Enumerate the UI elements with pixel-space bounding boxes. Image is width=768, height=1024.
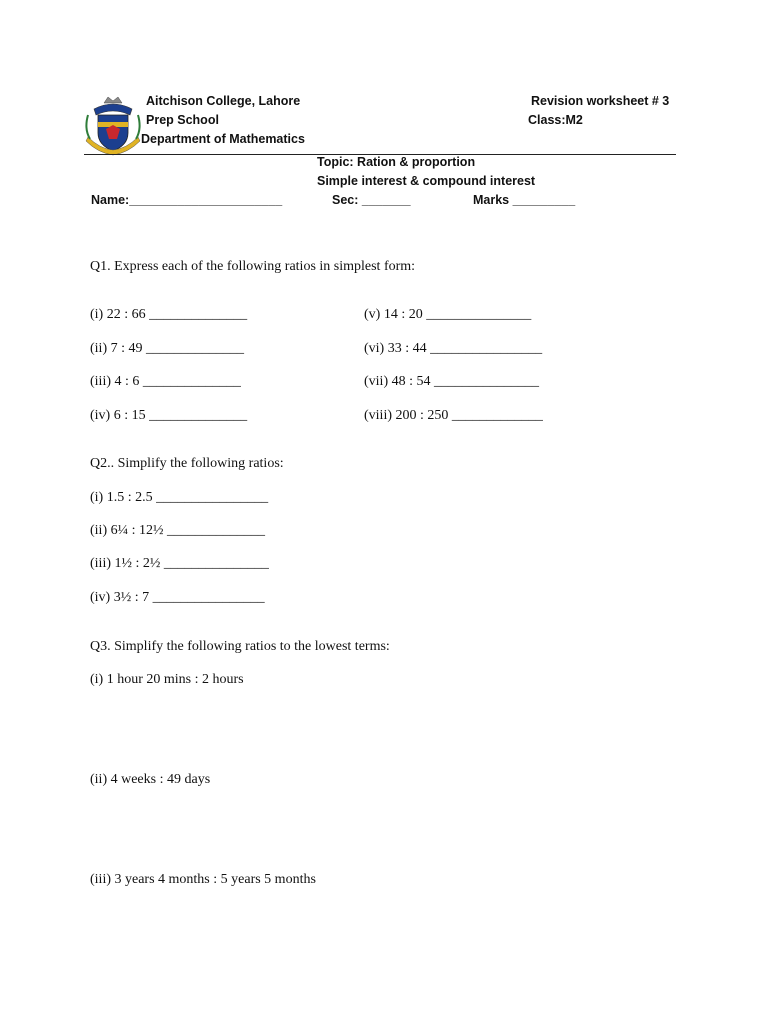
q1-item: (i) 22 : 66 ______________ — [90, 307, 248, 322]
q1-item: (v) 14 : 20 _______________ — [364, 307, 532, 322]
marks-field: Marks _________ — [473, 193, 576, 207]
q3-item: (ii) 4 weeks : 49 days — [90, 772, 211, 787]
q3-item: (i) 1 hour 20 mins : 2 hours — [90, 672, 244, 687]
class-label: Class:M2 — [528, 113, 583, 127]
q2-item: (ii) 6¼ : 12½ ______________ — [90, 523, 265, 538]
q1-item: (iii) 4 : 6 ______________ — [90, 374, 241, 389]
topic-line-2: Simple interest & compound interest — [317, 174, 536, 188]
school-section: Prep School — [146, 113, 219, 127]
sec-field: Sec: _______ — [332, 193, 411, 207]
q1-item: (viii) 200 : 250 _____________ — [364, 408, 543, 423]
name-field: Name:______________________ — [91, 193, 283, 207]
q2-item: (iv) 3½ : 7 ________________ — [90, 590, 265, 605]
q1-title: Q1. Express each of the following ratios in simplest form: — [90, 259, 416, 274]
q2-item: (iii) 1½ : 2½ _______________ — [90, 556, 269, 571]
school-name: Aitchison College, Lahore — [146, 94, 301, 108]
q2-title: Q2.. Simplify the following ratios: — [90, 456, 284, 471]
q3-item: (iii) 3 years 4 months : 5 years 5 months — [90, 872, 316, 887]
q1-item: (ii) 7 : 49 ______________ — [90, 341, 244, 356]
department-name: Department of Mathematics — [141, 132, 305, 146]
q1-item: (iv) 6 : 15 ______________ — [90, 408, 248, 423]
topic-line-1: Topic: Ration & proportion — [317, 155, 476, 169]
q1-item: (vi) 33 : 44 ________________ — [364, 341, 543, 356]
q3-title: Q3. Simplify the following ratios to the lowest terms: — [90, 639, 390, 654]
worksheet-title: Revision worksheet # 3 — [531, 94, 670, 108]
school-crest-icon — [84, 95, 142, 157]
q2-item: (i) 1.5 : 2.5 ________________ — [90, 490, 269, 505]
q1-item: (vii) 48 : 54 _______________ — [364, 374, 539, 389]
